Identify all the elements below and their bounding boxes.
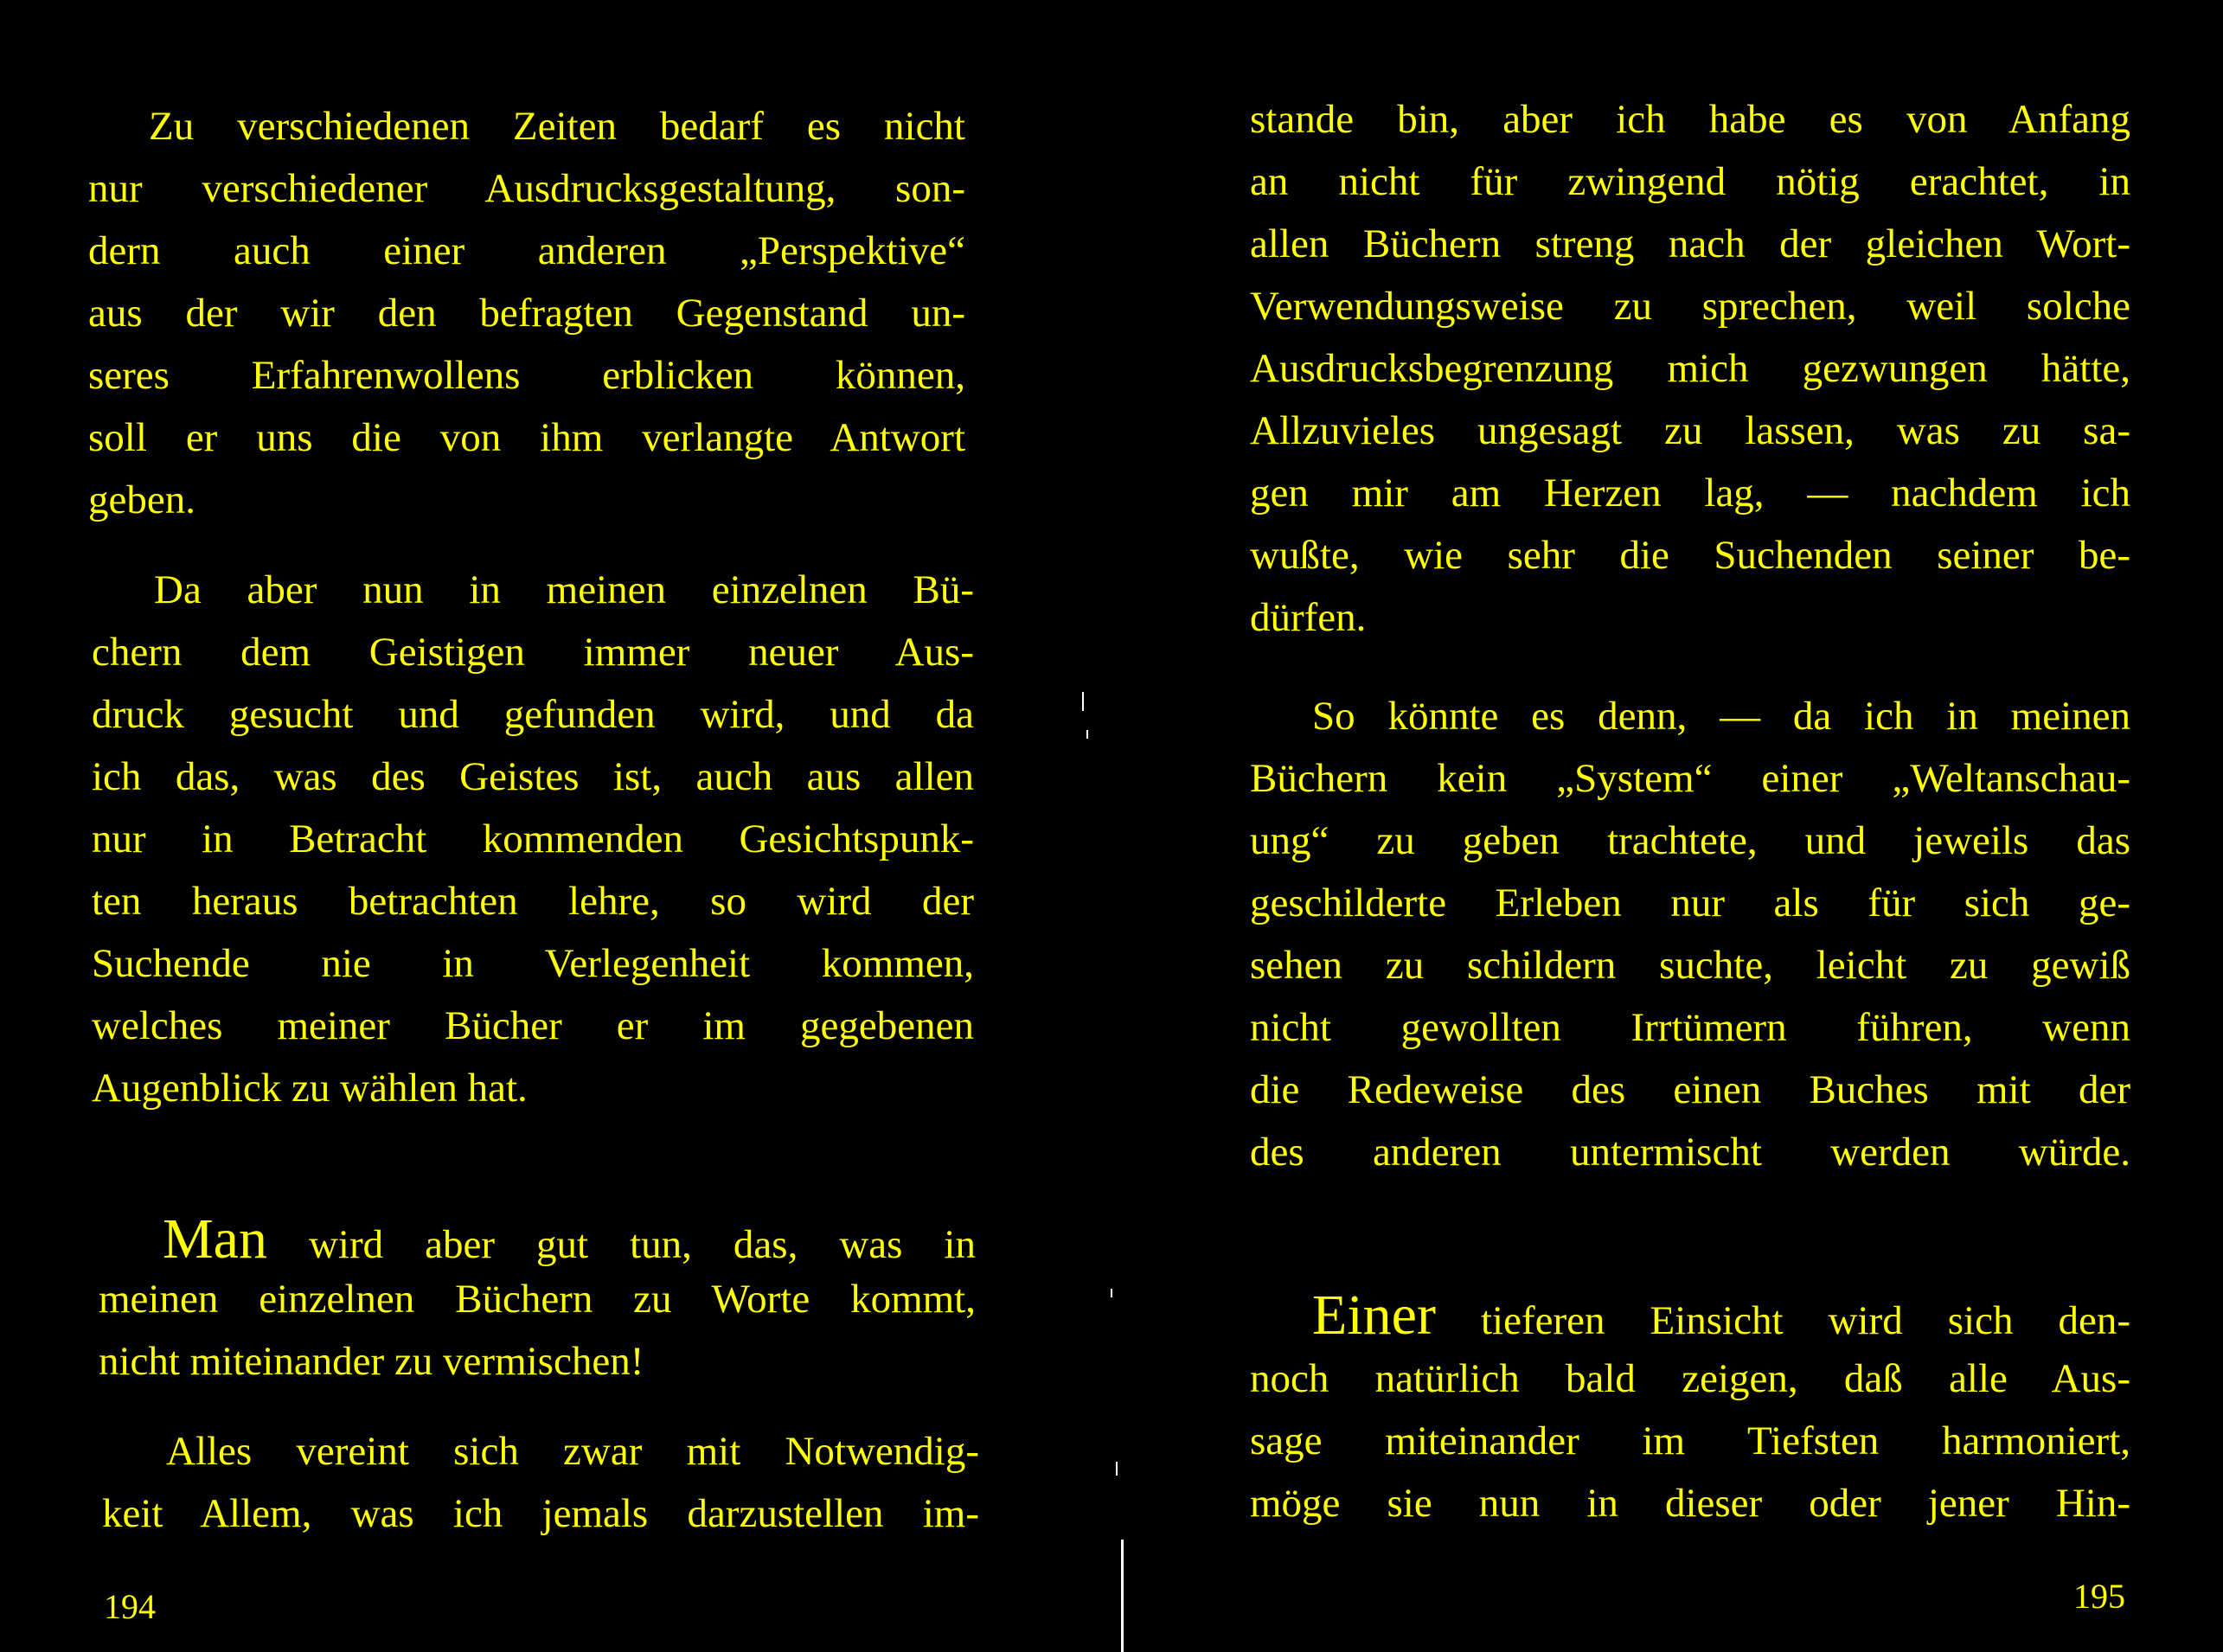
gutter-speck bbox=[1086, 730, 1088, 739]
text-line: Ausdrucksbegrenzung mich gezwungen hätte, bbox=[1250, 346, 2130, 391]
text-line: druck gesucht und gefunden wird, und da bbox=[92, 692, 974, 737]
text-line: Da aber nun in meinen einzelnen Bü- bbox=[154, 567, 974, 612]
paragraph-first-line bbox=[1312, 1285, 2130, 1346]
text-line-remainder: wird aber gut tun, das, was in bbox=[266, 1222, 976, 1267]
text-line: nicht miteinander zu vermischen! bbox=[99, 1339, 644, 1384]
drop-initial-einer: Einer bbox=[1312, 1285, 1436, 1346]
text-line: dürfen. bbox=[1250, 595, 1367, 640]
text-line: gen mir am Herzen lag, — nachdem ich bbox=[1250, 471, 2130, 515]
text-line: Alles vereint sich zwar mit Notwendig- bbox=[166, 1429, 979, 1474]
text-line: nur in Betracht kommenden Gesichtspunk- bbox=[92, 816, 974, 861]
right-page bbox=[1112, 0, 2223, 1652]
text-line: des anderen untermischt werden würde. bbox=[1250, 1130, 2130, 1175]
gutter-speck bbox=[1082, 692, 1084, 711]
text-line: an nicht für zwingend nötig erachtet, in bbox=[1250, 159, 2130, 204]
text-line: Augenblick zu wählen hat. bbox=[92, 1066, 528, 1111]
text-line: sage miteinander im Tiefsten harmoniert, bbox=[1250, 1418, 2130, 1463]
text-line: allen Büchern streng nach der gleichen Wort- bbox=[1250, 221, 2130, 266]
text-line: Zu verschiedenen Zeiten bedarf es nicht bbox=[149, 104, 965, 149]
text-line: seres Erfahrenwollens erblicken können, bbox=[88, 353, 965, 398]
text-line: Verwendungsweise zu sprechen, weil solche bbox=[1250, 284, 2130, 329]
text-line: ten heraus betrachten lehre, so wird der bbox=[92, 879, 974, 924]
text-line: noch natürlich bald zeigen, daß alle Aus- bbox=[1250, 1356, 2130, 1401]
text-line: chern dem Geistigen immer neuer Aus- bbox=[92, 630, 974, 675]
text-line: So könnte es denn, — da ich in meinen bbox=[1312, 694, 2130, 739]
text-line: welches meiner Bücher er im gegebenen bbox=[92, 1003, 974, 1048]
paragraph-first-line bbox=[163, 1209, 976, 1270]
text-line: keit Allem, was ich jemals darzustellen im- bbox=[102, 1491, 979, 1536]
text-line-remainder: tieferen Einsicht wird sich den- bbox=[1435, 1298, 2130, 1343]
text-line: Büchern kein „System“ einer „Weltanschau- bbox=[1250, 756, 2130, 801]
text-line: sehen zu schildern suchte, leicht zu gewiß bbox=[1250, 943, 2130, 988]
text-line: soll er uns die von ihm verlangte Antwort bbox=[88, 415, 965, 460]
text-line: Suchende nie in Verlegenheit kommen, bbox=[92, 941, 974, 986]
text-line: dern auch einer anderen „Perspektive“ bbox=[88, 228, 965, 273]
drop-initial-man: Man bbox=[163, 1209, 267, 1270]
text-line: möge sie nun in dieser oder jener Hin- bbox=[1250, 1481, 2130, 1526]
page-number: 194 bbox=[104, 1587, 156, 1626]
text-line: Allzuvieles ungesagt zu lassen, was zu sa- bbox=[1250, 408, 2130, 453]
text-line: ich das, was des Geistes ist, auch aus allen bbox=[92, 754, 974, 799]
text-line: nicht gewollten Irrtümern führen, wenn bbox=[1250, 1005, 2130, 1050]
text-line: geben. bbox=[88, 477, 195, 522]
text-line: stande bin, aber ich habe es von Anfang bbox=[1250, 97, 2130, 142]
page-number: 195 bbox=[2073, 1577, 2125, 1616]
text-line: ung“ zu geben trachtete, und jeweils das bbox=[1250, 818, 2130, 863]
text-line: geschilderte Erleben nur als für sich ge- bbox=[1250, 880, 2130, 925]
text-line: meinen einzelnen Büchern zu Worte kommt, bbox=[99, 1277, 976, 1322]
text-line: nur verschiedener Ausdrucksgestaltung, son- bbox=[88, 166, 965, 211]
text-line: die Redeweise des einen Buches mit der bbox=[1250, 1067, 2130, 1112]
text-line: aus der wir den befragten Gegenstand un- bbox=[88, 291, 965, 336]
text-line: wußte, wie sehr die Suchenden seiner be- bbox=[1250, 533, 2130, 578]
